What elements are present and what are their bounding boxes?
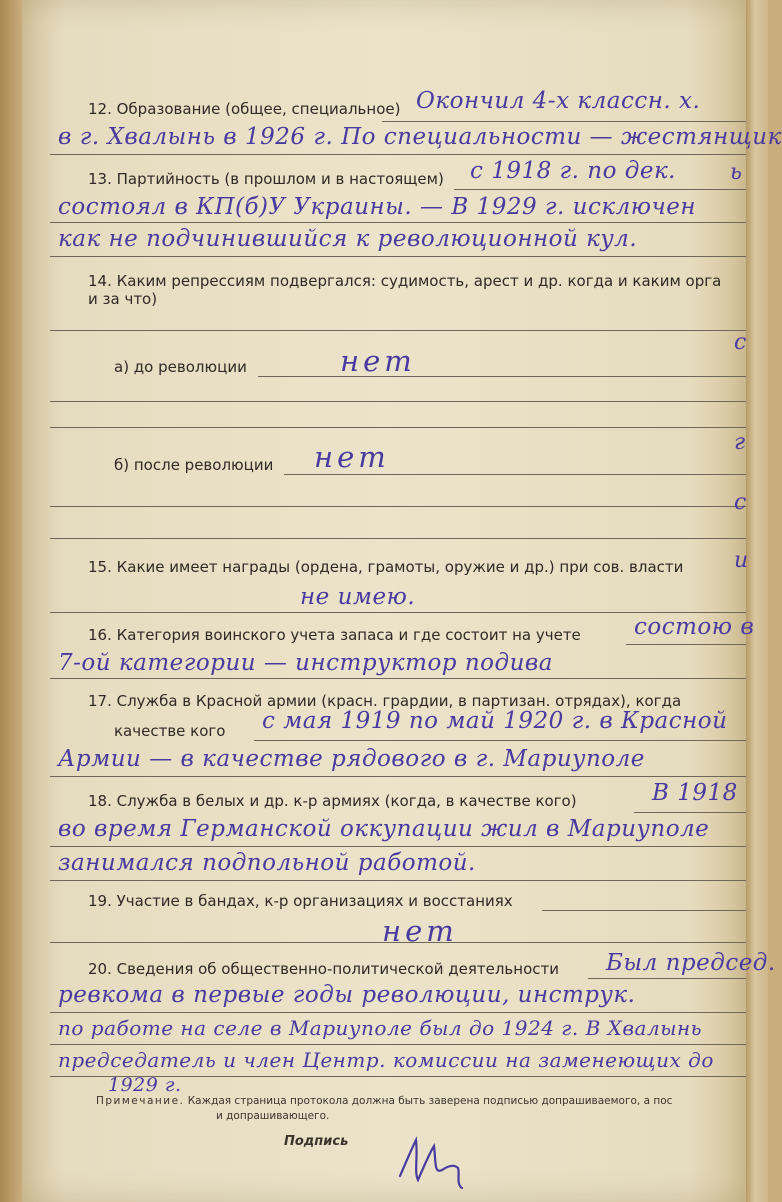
rule [50,538,746,539]
item-19-label: 19. Участие в бандах, к-р организациях и восстаниях [88,892,513,910]
rule [50,678,746,679]
rule [50,506,746,507]
item-14-label-1: 14. Каким репрессиям подвергался: судимость, арест и др. когда и каким орга [88,272,722,290]
rule [50,154,746,155]
rule [50,427,746,428]
margin-mark: и [734,548,749,573]
rule [50,401,746,402]
item-13-answer-3: как не подчинившийся к революционной кул. [58,226,638,252]
item-12-answer-2: в г. Хвалынь в 1926 г. По специальности — жестянщик [58,124,782,150]
protocol-page [22,0,782,1202]
item-19-answer: нет [382,914,458,948]
book-binding [0,0,22,1202]
item-14-label-2: и за что) [88,290,158,308]
item-14b-label: б) после революции [114,456,274,474]
rule [50,1044,746,1045]
item-18-answer-3: занимался подпольной работой. [58,850,476,876]
margin-mark: с [734,330,747,355]
next-page-edge [746,0,768,1202]
margin-mark: ь [730,160,742,185]
rule [50,330,746,331]
rule [254,740,746,741]
item-18-answer-1: В 1918 [652,780,738,806]
rule [50,880,746,881]
item-13-answer-1: с 1918 г. по дек. [470,158,676,184]
item-16-answer-2: 7-ой категории — инструктор подива [58,650,553,676]
item-20-answer-1: Был председ. [606,950,776,976]
rule [284,474,746,475]
signature-mark [372,1118,492,1198]
rule [50,776,746,777]
item-17-answer-2: Армии — в качестве рядового в г. Мариуполе [58,746,645,772]
rule [634,812,746,813]
item-17-answer-1: с мая 1919 по май 1920 г. в Красной [262,708,728,734]
item-13-label: 13. Партийность (в прошлом и в настоящем) [88,170,444,188]
item-15-label: 15. Какие имеет награды (ордена, грамоты, оружие и др.) при сов. власти [88,558,684,576]
item-20-answer-4: председатель и член Центр. комиссии на заменеющих до [58,1048,714,1072]
rule [258,376,746,377]
rule [50,256,746,257]
item-14b-answer: нет [314,440,390,474]
footnote-lead: Примечание. [96,1095,185,1107]
rule [50,1012,746,1013]
item-20-answer-2: ревкома в первые годы революции, инструк. [58,982,636,1008]
rule [382,121,746,122]
rule [50,222,746,223]
rule [50,612,746,613]
item-17-label-2: качестве кого [114,722,226,740]
item-18-label: 18. Служба в белых и др. к-р армиях (когда, в качестве кого) [88,792,577,810]
rule [50,846,746,847]
item-14a-answer: нет [340,344,416,378]
item-15-answer: не имею. [300,584,416,610]
item-20-label: 20. Сведения об общественно-политической деятельности [88,960,559,978]
rule [588,978,746,979]
margin-mark: с [734,490,747,515]
rule [50,942,746,943]
rule [626,644,746,645]
footnote-text-2: и допрашивающего. [216,1110,330,1122]
item-20-answer-3: по работе на селе в Мариуполе был до 1924 г. В Хвалынь [58,1016,703,1040]
rule [542,910,746,911]
margin-mark: г [734,430,746,455]
item-16-label: 16. Категория воинского учета запаса и где состоит на учете [88,626,581,644]
item-18-answer-2: во время Германской оккупации жил в Мариуполе [58,816,710,842]
item-12-label: 12. Образование (общее, специальное) [88,100,401,118]
item-20-answer-5: 1929 г. [108,1074,182,1096]
item-16-answer-1: состою в [634,614,755,640]
item-13-answer-2: состоял в КП(б)У Украины. — В 1929 г. исключен [58,194,697,220]
item-14a-label: а) до революции [114,358,247,376]
signature-label: Подпись [284,1134,349,1149]
footnote-text: Каждая страница протокола должна быть заверена подписью допрашиваемого, а пос [184,1095,673,1107]
item-17-label-1: 17. Служба в Красной армии (красн. грардии, в партизан. отрядах), когда [88,692,682,710]
item-12-answer-1: Окончил 4-х классн. х. [416,88,701,114]
rule [454,189,746,190]
